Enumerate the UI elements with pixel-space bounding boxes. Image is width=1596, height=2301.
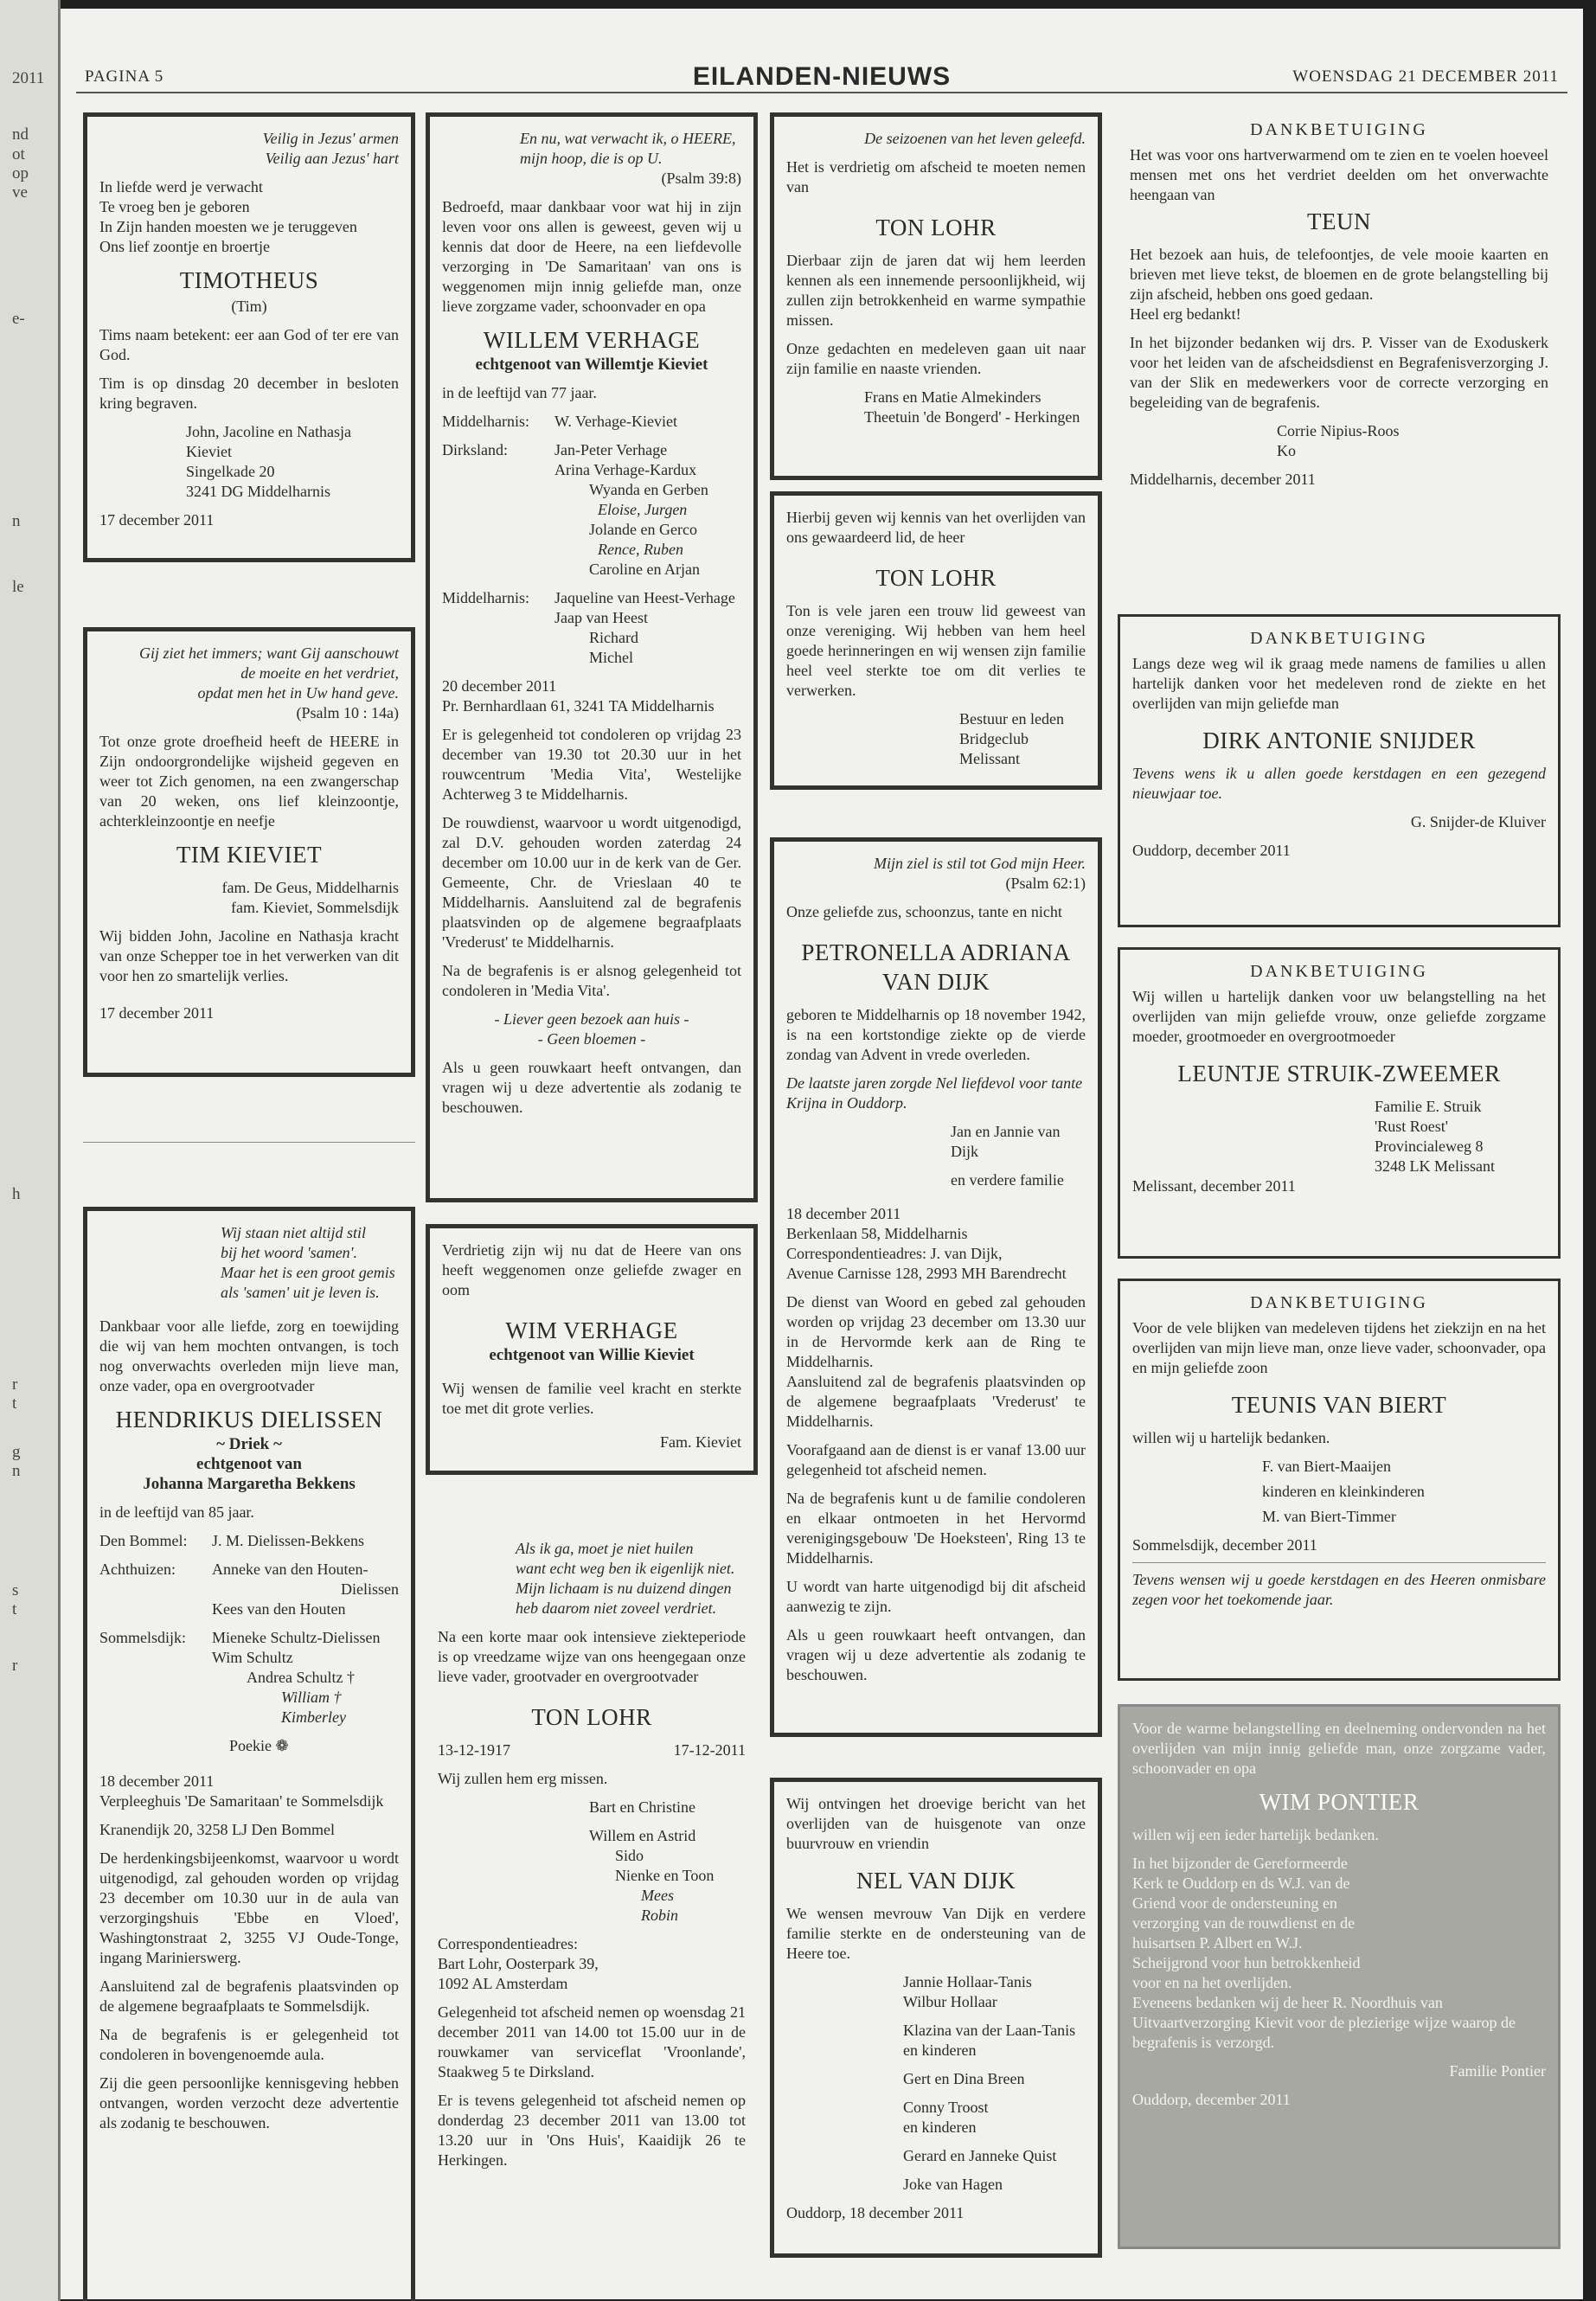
- family-name: Michel: [589, 649, 633, 666]
- ad-wim-verhage: [426, 1224, 758, 1475]
- verse-reference: (Psalm 62:1): [1005, 875, 1086, 892]
- date: 20 december 2011: [442, 677, 557, 695]
- section-heading: DANKBETUIGING: [1250, 629, 1428, 648]
- paragraph: Dankbaar voor alle liefde, zorg en toewijding die wij van hem mochten ontvangen, is toch nog onverwachts overleden mijn lieve man, onze vader, opa en overgrootvader: [99, 1317, 399, 1394]
- paragraph: U wordt van harte uitgenodigd bij dit afscheid aanwezig te zijn.: [786, 1578, 1086, 1615]
- signature-line: Bridgeclub Melissant: [959, 730, 1029, 767]
- ad-dank-teunis-van-biert: [1118, 1279, 1561, 1681]
- paragraph: In het bijzonder de Gereformeerde Kerk te Ouddorp en ds W.J. van de Griend voor de ondersteuning en verzorging van de rouwdienst en de huisartsen P. Albert en W.J. Scheijgrond voor hun betrokkenheid voor en na het overlijden.: [1132, 1855, 1361, 1991]
- text-line: Ons lief zoontje en broertje: [99, 238, 270, 255]
- nickname: ~ Driek ~: [216, 1435, 282, 1453]
- verse-line: Mijn lichaam is nu duizend dingen: [516, 1580, 732, 1597]
- death-date: 17-12-2011: [673, 1741, 746, 1759]
- paragraph: In het bijzonder bedanken wij drs. P. Visser van de Exoduskerk voor het leiden van de afscheidsdienst en Begrafenisverzorging J. van der Slik en medewerkers voor de correcte verzorging en begeleiding van de begrafenis.: [1130, 334, 1548, 411]
- deceased-name: TON LOHR: [875, 565, 997, 591]
- signature-line: 'Rust Roest': [1375, 1118, 1448, 1135]
- signature: [99, 422, 399, 502]
- ad-dank-dirk-snijder: [1118, 614, 1561, 927]
- signature-line: Bestuur en leden: [959, 710, 1064, 727]
- family-place: Achthuizen:: [99, 1561, 176, 1578]
- family-name: William †: [281, 1689, 342, 1706]
- paragraph: Eveneens bedanken wij de heer R. Noordhuis van Uitvaartverzorging Kievit voor de plezierige wijze waarop de begrafenis is verzorgd.: [1132, 1994, 1516, 2051]
- paragraph: Tevens wens ik u allen goede kerstdagen en een gezegend nieuwjaar toe.: [1132, 765, 1546, 802]
- date: 18 december 2011: [99, 1772, 215, 1790]
- paragraph: Er is gelegenheid tot condoleren op vrijdag 23 december van 19.30 tot 20.30 uur in het rouwcentrum 'Media Vita', Westelijke Achterweg 3 te Middelharnis.: [442, 726, 741, 803]
- date: Ouddorp, december 2011: [1132, 842, 1291, 859]
- date: Middelharnis, december 2011: [1130, 471, 1316, 488]
- deceased-name: HENDRIKUS DIELISSEN: [115, 1407, 383, 1433]
- text-line: In Zijn handen moesten we je teruggeven: [99, 218, 357, 235]
- family-name: J. M. Dielissen-Bekkens: [212, 1532, 364, 1549]
- paragraph: Na de begrafenis is er alsnog gelegenheid tot condoleren in 'Media Vita'.: [442, 962, 741, 999]
- paragraph: Tims naam betekent: eer aan God of ter ere van God.: [99, 326, 399, 363]
- deceased-name: TEUNIS VAN BIERT: [1231, 1392, 1447, 1418]
- family-name: Kimberley: [281, 1708, 346, 1726]
- paragraph: Na de begrafenis is er gelegenheid tot condoleren in bovengenoemde aula.: [99, 2026, 399, 2063]
- signature: G. Snijder-de Kluiver: [1410, 813, 1546, 830]
- paragraph: Zij die geen persoonlijke kennisgeving hebben ontvangen, worden verzocht deze advertentie als zodanig te beschouwen.: [99, 2074, 399, 2131]
- signature-line: Joke van Hagen: [903, 2176, 1003, 2193]
- deceased-name: WIM VERHAGE: [505, 1317, 678, 1343]
- adjacent-page-edge: [0, 0, 61, 2301]
- nickname: (Tim): [231, 298, 267, 315]
- verse-line: De seizoenen van het leven geleefd.: [864, 130, 1086, 147]
- address: 1092 AL Amsterdam: [438, 1975, 568, 1992]
- signature-line: Willem en Astrid: [589, 1827, 696, 1844]
- family-name: Rence, Ruben: [598, 541, 683, 558]
- section-heading: DANKBETUIGING: [1250, 962, 1428, 981]
- paragraph: Dierbaar zijn de jaren dat wij hem leerden kennen als een innemende persoonlijkheid, wij zullen zijn betrokkenheid en warme sympathie missen.: [786, 252, 1086, 329]
- signature-line: M. van Biert-Timmer: [1262, 1508, 1396, 1525]
- paragraph: Tot onze grote droefheid heeft de HEERE in Zijn ondoorgrondelijke wijsheid gegeven en weer tot Zich genomen, na een zwangerschap van 20 weken, ons lief kleinzoontje, achterkleinzoontje en neefje: [99, 733, 399, 830]
- newspaper-page: [61, 9, 1583, 2299]
- signature-line: Nienke en Toon: [615, 1867, 715, 1884]
- verse-line: als 'samen' uit je leven is.: [221, 1284, 380, 1301]
- ad-dank-teun: [1118, 108, 1561, 593]
- family-place: Sommelsdijk:: [99, 1629, 187, 1646]
- signature: [1132, 1097, 1546, 1176]
- edge-text: t: [12, 1600, 17, 1618]
- date: 17 december 2011: [99, 511, 215, 529]
- pet-name: Poekie: [229, 1737, 272, 1754]
- paragraph: Wij willen u hartelijk danken voor uw belangstelling na het overlijden van mijn geliefde vrouw, onze geliefde zorgzame moeder, grootmoeder en overgrootmoeder: [1132, 988, 1546, 1045]
- verse-line: Veilig in Jezus' armen: [262, 130, 399, 147]
- signature-line: en verdere familie: [951, 1171, 1064, 1189]
- paragraph: geboren te Middelharnis op 18 november 1942, is na een kortstondige ziekte op de vierde zondag van Advent in vrede overleden.: [786, 1006, 1086, 1063]
- edge-text: r: [12, 1657, 18, 1675]
- divider: [1132, 1562, 1546, 1563]
- signature-line: Wilbur Hollaar: [903, 1993, 997, 2010]
- family-name: Wim Schultz: [212, 1649, 293, 1666]
- spouse-name: Johanna Margaretha Bekkens: [143, 1475, 356, 1493]
- family-name: Jolande en Gerco: [589, 521, 697, 538]
- signature-line: Theetuin 'de Bongerd' - Herkingen: [864, 408, 1080, 426]
- signature-line: Klazina van der Laan-Tanis: [903, 2022, 1076, 2039]
- ad-timotheus: [83, 112, 415, 562]
- verse-reference: (Psalm 10 : 14a): [296, 704, 399, 721]
- edge-text: e-: [12, 310, 25, 328]
- date: Melissant, december 2011: [1132, 1177, 1296, 1195]
- date: 18 december 2011: [786, 1205, 901, 1222]
- signature-line: Gert en Dina Breen: [903, 2070, 1025, 2087]
- request-line: - Liever geen bezoek aan huis -: [494, 1010, 689, 1028]
- family-name: Wyanda en Gerben: [589, 481, 708, 498]
- family-group: [99, 1531, 399, 1551]
- deceased-name: DIRK ANTONIE SNIJDER: [1202, 727, 1476, 753]
- signature-line: 3248 LK Melissant: [1375, 1157, 1495, 1175]
- verse-line: Wij staan niet altijd stil: [221, 1224, 367, 1241]
- verse-reference: (Psalm 39:8): [661, 170, 741, 187]
- family-name: Jaap van Heest: [554, 609, 648, 626]
- deceased-name: TEUN: [1307, 208, 1371, 234]
- verse-line: heb daarom niet zoveel verdriet.: [516, 1599, 717, 1617]
- family-name: Anneke van den Houten-: [212, 1561, 369, 1578]
- signature: [1132, 1457, 1546, 1527]
- signature-line: John, Jacoline en Nathasja Kieviet: [186, 423, 351, 460]
- address: Kranendijk 20, 3258 LJ Den Bommel: [99, 1821, 335, 1838]
- edge-text: n: [12, 512, 21, 530]
- verse-line: Maar het is een groot gemis: [221, 1264, 395, 1281]
- paragraph: We wensen mevrouw Van Dijk en verdere familie sterkte en de ondersteuning van de Heere toe.: [786, 1905, 1086, 1962]
- signature: Familie Pontier: [1449, 2062, 1546, 2080]
- deceased-name: TON LOHR: [531, 1704, 652, 1730]
- family-line: fam. Kieviet, Sommelsdijk: [231, 899, 399, 916]
- edge-text: h: [12, 1185, 21, 1203]
- paragraph: Het bezoek aan huis, de telefoontjes, de vele mooie kaarten en brieven met lieve tekst, de bloemen en de grote belangstelling bij zijn afscheid, hebben ons goed gedaan.: [1130, 246, 1548, 303]
- paragraph: Als u geen rouwkaart heeft ontvangen, dan vragen wij u deze advertentie als zodanig te beschouwen.: [442, 1059, 741, 1116]
- text-line: In liefde werd je verwacht: [99, 178, 263, 195]
- signature-line: Conny Troost: [903, 2099, 989, 2116]
- paragraph: willen wij een ieder hartelijk bedanken.: [1132, 1826, 1379, 1843]
- spouse-line: echtgenoot van Willie Kieviet: [489, 1346, 695, 1364]
- signature-line: Sido: [615, 1847, 644, 1864]
- paragraph: De laatste jaren zorgde Nel liefdevol voor tante Krijna in Ouddorp.: [786, 1074, 1083, 1112]
- place-line: Verpleeghuis 'De Samaritaan' te Sommelsdijk: [99, 1792, 384, 1810]
- edge-text: nd: [12, 125, 29, 144]
- paragraph: Heel erg bedankt!: [1130, 305, 1241, 323]
- verse-line: Als ik ga, moet je niet huilen: [516, 1540, 694, 1557]
- edge-text: g: [12, 1443, 21, 1461]
- signature: Fam. Kieviet: [660, 1433, 741, 1451]
- deceased-name: WIM PONTIER: [1259, 1789, 1420, 1815]
- verse-line: Veilig aan Jezus' hart: [265, 150, 399, 167]
- paragraph: Bedroefd, maar dankbaar voor wat hij in zijn leven voor ons allen is geweest, geven wij u kennis dat door de Heere, na een liefdevolle verzorging in 'De Samaritaan' van ons is weggenomen mijn innig geliefde man, onze lieve zorgzame vader, schoonvader en opa: [442, 198, 741, 315]
- family-name: W. Verhage-Kieviet: [554, 413, 677, 430]
- verse-line: want echt weg ben ik eigenlijk niet.: [516, 1560, 735, 1577]
- paragraph: Wij bidden John, Jacoline en Nathasja kracht van onze Schepper toe in het verwerken van dit voor hen zo smartelijk verlies.: [99, 927, 399, 984]
- paragraph: Ton is vele jaren een trouw lid geweest van onze vereniging. Wij hebben van hem heel goede herinneringen en wij wensen zijn familie heel veel sterkte toe om dit verlies te verwerken.: [786, 602, 1086, 699]
- request-line: - Geen bloemen -: [537, 1030, 646, 1048]
- paragraph: Na de begrafenis kunt u de familie condoleren en elkaar ontmoeten in het Hervormd verenigingsgebouw 'De Hoeksteen', Ring 13 te Middelharnis.: [786, 1490, 1086, 1567]
- edge-text: r: [12, 1375, 18, 1394]
- ad-ton-lohr-bridgeclub: [770, 491, 1102, 790]
- edge-text: ot: [12, 145, 25, 163]
- paragraph: Voorafgaand aan de dienst is er vanaf 13.00 uur gelegenheid tot afscheid nemen.: [786, 1441, 1086, 1478]
- life-dates: [438, 1740, 746, 1760]
- verse-line: En nu, wat verwacht ik, o HEERE,: [520, 130, 736, 147]
- address: Bart Lohr, Oosterpark 39,: [438, 1955, 599, 1972]
- family-name: Arina Verhage-Kardux: [554, 461, 697, 478]
- family-name: Dielissen: [341, 1580, 399, 1598]
- deceased-name: NEL VAN DIJK: [856, 1868, 1016, 1894]
- date: Ouddorp, 18 december 2011: [786, 2204, 965, 2221]
- paragraph: Aansluitend zal de begrafenis plaatsvinden op de algemene begraafplaats te Sommelsdijk.: [99, 1977, 399, 2015]
- deceased-name: WILLEM VERHAGE: [483, 327, 701, 353]
- deceased-name: PETRONELLA ADRIANA: [801, 939, 1071, 965]
- verse-line: Gij ziet het immers; want Gij aanschouwt: [139, 644, 399, 662]
- family-group: [99, 1628, 399, 1727]
- paragraph: De rouwdienst, waarvoor u wordt uitgenodigd, zal D.V. gehouden worden zaterdag 24 december om 10.00 uur in de kerk van de Ger. Gemeente, Chr. de Vrieslaan 40 te Middelharnis. Aansluitend zal de begrafenis plaatsvinden op de algemene begraafplaats 'Vrederust' te Middelharnis.: [442, 814, 741, 951]
- edge-text: op: [12, 164, 29, 183]
- edge-text: ve: [12, 183, 28, 202]
- paragraph: Onze gedachten en medeleven gaan uit naar zijn familie en naaste vrienden.: [786, 340, 1086, 377]
- ad-tim-kieviet: [83, 627, 415, 1077]
- signature-line: en kinderen: [903, 2118, 977, 2136]
- deceased-surname: VAN DIJK: [881, 969, 990, 995]
- paragraph: Als u geen rouwkaart heeft ontvangen, dan vragen wij u deze advertentie als zodanig te beschouwen.: [786, 1626, 1086, 1683]
- paragraph: Het is verdrietig om afscheid te moeten nemen van: [786, 158, 1086, 195]
- family-name: Mieneke Schultz-Dielissen: [212, 1629, 381, 1646]
- family-name: Eloise, Jurgen: [598, 501, 688, 518]
- ad-hendrikus-dielissen: [83, 1207, 415, 2301]
- deceased-name: TIM KIEVIET: [176, 842, 323, 868]
- section-heading: DANKBETUIGING: [1250, 1293, 1428, 1312]
- correspondence-label: Correspondentieadres:: [438, 1935, 578, 1952]
- paragraph: Verdrietig zijn wij nu dat de Heere van ons heeft weggenomen onze geliefde zwager en oom: [442, 1241, 741, 1298]
- paragraph: Wij zullen hem erg missen.: [438, 1770, 608, 1787]
- ad-ton-lohr-family: [426, 1527, 758, 2301]
- ad-dank-wim-pontier: [1118, 1704, 1561, 2249]
- verse-line: de moeite en het verdriet,: [240, 664, 399, 682]
- paragraph: Er is tevens gelegenheid tot afscheid nemen op donderdag 23 december 2011 van 13.00 tot 13.20 uur in 'Ons Huis', Kaaidijk 26 te Herkingen.: [438, 2092, 746, 2169]
- verse-line: Mijn ziel is stil tot God mijn Heer.: [874, 855, 1086, 872]
- family-line: fam. De Geus, Middelharnis: [221, 879, 399, 896]
- paragraph: Voor de vele blijken van medeleven tijdens het ziekzijn en na het overlijden van mijn lieve man, onze lieve vader, schoonvader, opa en mijn geliefde zoon: [1132, 1319, 1546, 1376]
- family-group: [442, 440, 741, 580]
- family-group: [99, 1560, 399, 1619]
- paragraph: willen wij u hartelijk bedanken.: [1132, 1429, 1330, 1446]
- paragraph: Langs deze weg wil ik graag mede namens de families u allen hartelijk danken voor het medeleven rond de ziekte en het overlijden van mijn geliefde man: [1132, 655, 1546, 712]
- birth-date: 13-12-1917: [438, 1741, 510, 1759]
- page-header: [76, 62, 1567, 93]
- signature-line: en kinderen: [903, 2041, 977, 2059]
- ad-petronella-van-dijk: [770, 837, 1102, 1737]
- age-line: in de leeftijd van 77 jaar.: [442, 384, 597, 401]
- signature-line: Corrie Nipius-Roos: [1277, 422, 1400, 439]
- spouse-line: echtgenoot van Willemtje Kieviet: [475, 356, 708, 374]
- family-name: Andrea Schultz †: [247, 1669, 355, 1686]
- signature-line: Provincialeweg 8: [1375, 1138, 1484, 1155]
- family-place: Middelharnis:: [442, 589, 529, 606]
- deceased-name: TIMOTHEUS: [179, 267, 319, 293]
- signature-line: 3241 DG Middelharnis: [186, 483, 330, 500]
- family-place: Dirksland:: [442, 441, 508, 458]
- edge-text: le: [12, 578, 24, 596]
- address: Pr. Bernhardlaan 61, 3241 TA Middelharnis: [442, 697, 715, 715]
- signature-line: Robin: [641, 1907, 678, 1924]
- verse-line: bij het woord 'samen'.: [221, 1244, 358, 1261]
- signature-line: Ko: [1277, 442, 1296, 459]
- signature-line: Frans en Matie Almekinders: [864, 388, 1042, 406]
- family-name: Richard: [589, 629, 638, 646]
- paragraph: Tim is op dinsdag 20 december in besloten kring begraven.: [99, 375, 399, 412]
- family-group: [442, 412, 741, 432]
- newspaper-title: EILANDEN-NIEUWS: [692, 62, 952, 91]
- signature-line: kinderen en kleinkinderen: [1262, 1483, 1425, 1500]
- paragraph: De dienst van Woord en gebed zal gehouden worden op vrijdag 23 december om 13.30 uur in de Hervormde kerk aan de Ring te Middelharnis.: [786, 1293, 1086, 1370]
- signature-line: Singelkade 20: [186, 463, 275, 480]
- paragraph: Onze geliefde zus, schoonzus, tante en nicht: [786, 903, 1062, 920]
- signature-line: Jannie Hollaar-Tanis: [903, 1973, 1032, 1990]
- address: Berkenlaan 58, Middelharnis: [786, 1225, 968, 1242]
- ad-willem-verhage: [426, 112, 758, 1202]
- issue-date: WOENSDAG 21 DECEMBER 2011: [1292, 67, 1559, 86]
- correspondence-label: Correspondentieadres: J. van Dijk,: [786, 1245, 1003, 1262]
- family-name: Jaqueline van Heest-Verhage: [554, 589, 735, 606]
- signature-line: Familie E. Struik: [1375, 1098, 1482, 1115]
- signature: [438, 1798, 746, 1926]
- paragraph: De herdenkingsbijeenkomst, waarvoor u wordt uitgenodigd, zal gehouden worden op vrijdag 23 december om 10.30 uur in de aula van verzorgingshuis 'Ebbe en Vloed', Washingtonstraat 2, 3255 VJ Oude-Tonge, ingang Marinierswerg.: [99, 1849, 399, 1966]
- paragraph: Wij wensen de familie veel kracht en sterkte toe met dit grote verlies.: [442, 1380, 741, 1417]
- signature: [786, 1972, 1086, 2195]
- signature-line: Gerard en Janneke Quist: [903, 2147, 1057, 2164]
- spouse-line: echtgenoot van: [196, 1455, 302, 1473]
- age-line: in de leeftijd van 85 jaar.: [99, 1503, 254, 1521]
- signature-line: F. van Biert-Maaijen: [1262, 1458, 1392, 1475]
- paragraph: Het was voor ons hartverwarmend om te zien en te voelen hoeveel mensen met ons het verdriet deelden om het onverwachte heengaan van: [1130, 146, 1548, 203]
- date: 17 december 2011: [99, 1004, 215, 1022]
- deceased-name: LEUNTJE STRUIK-ZWEEMER: [1177, 1061, 1501, 1086]
- family-place: Den Bommel:: [99, 1532, 188, 1549]
- edge-text: n: [12, 1462, 21, 1480]
- paragraph: Wij ontvingen het droevige bericht van het overlijden van de huisgenote van onze buurvrouw en vriendin: [786, 1795, 1086, 1852]
- paragraph: Voor de warme belangstelling en deelneming ondervonden na het overlijden van mijn innig geliefde man, onze zorgzame vader, schoonvader en opa: [1132, 1720, 1546, 1777]
- date: Sommelsdijk, december 2011: [1132, 1536, 1317, 1554]
- divider: [83, 1142, 415, 1143]
- paragraph: Tevens wensen wij u goede kerstdagen en des Heeren onmisbare zegen voor het toekomende jaar.: [1132, 1571, 1546, 1608]
- edge-text: s: [12, 1581, 19, 1599]
- family-name: Jan-Peter Verhage: [554, 441, 668, 458]
- verse-line: opdat men het in Uw hand geve.: [197, 684, 399, 702]
- paragraph: Hierbij geven wij kennis van het overlijden van ons gewaardeerd lid, de heer: [786, 509, 1086, 546]
- verse-line: mijn hoop, die is op U.: [520, 150, 663, 167]
- family-group: [442, 588, 741, 668]
- ad-dank-leuntje: [1118, 947, 1561, 1259]
- paragraph: Na een korte maar ook intensieve ziekteperiode is op vreedzame wijze van ons heengegaan onze lieve vader, grootvader en overgrootvader: [438, 1628, 746, 1685]
- section-heading: DANKBETUIGING: [1250, 120, 1428, 139]
- page-number: PAGINA 5: [85, 67, 164, 86]
- signature-line: Bart en Christine: [589, 1798, 695, 1816]
- family-place: Middelharnis:: [442, 413, 529, 430]
- family-name: Kees van den Houten: [212, 1600, 346, 1618]
- address: Avenue Carnisse 128, 2993 MH Barendrecht: [786, 1265, 1067, 1282]
- ad-ton-lohr-theetuin: [770, 112, 1102, 480]
- paw-icon: ❁: [275, 1737, 289, 1754]
- pet-line: [99, 1736, 399, 1756]
- date: Ouddorp, december 2011: [1132, 2091, 1291, 2108]
- edge-text: 2011: [12, 69, 45, 87]
- deceased-name: TON LOHR: [875, 215, 997, 240]
- family-name: Caroline en Arjan: [589, 561, 700, 578]
- signature-line: Jan en Jannie van Dijk: [951, 1123, 1061, 1160]
- signature-line: Mees: [641, 1887, 674, 1904]
- text-line: Te vroeg ben je geboren: [99, 198, 250, 215]
- ad-nel-van-dijk: [770, 1778, 1102, 2258]
- paragraph: Aansluitend zal de begrafenis plaatsvinden op de algemene begraafplaats 'Vrederust' te Middelharnis.: [786, 1373, 1086, 1430]
- paragraph: Gelegenheid tot afscheid nemen op woensdag 21 december 2011 van 14.00 tot 15.00 uur in de rouwkamer van serviceflat 'Vroonlande', Staakweg 5 te Dirksland.: [438, 2003, 746, 2080]
- edge-text: t: [12, 1394, 17, 1413]
